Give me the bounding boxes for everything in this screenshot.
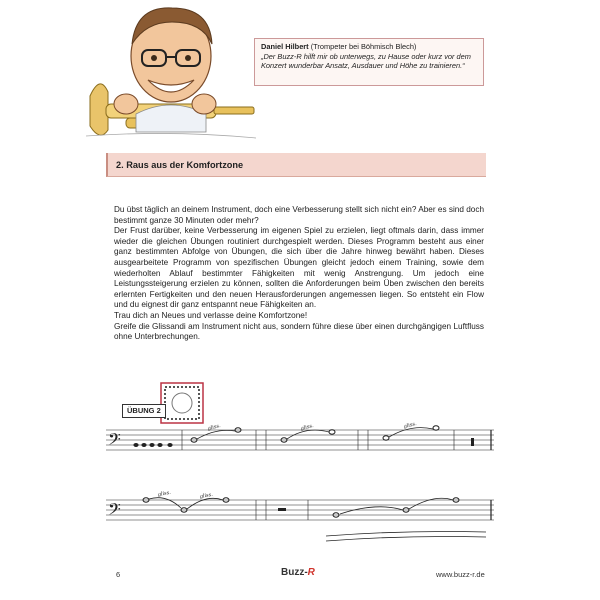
body-paragraph: Greife die Glissandi am Instrument nicht aus, sondern führe diese über einen durchgängigen Luftfluss ohne Unterbrechungen. — [114, 321, 484, 342]
website-url: www.buzz-r.de — [436, 570, 485, 579]
exercise-label: ÜBUNG 2 — [122, 404, 166, 418]
trumpeter-caricature-illustration — [86, 4, 256, 142]
body-text — [114, 205, 484, 343]
staff-2-glissandi — [149, 498, 486, 541]
body-paragraph: Du übst täglich an deinem Instrument, doch eine Verbesserung stellt sich nicht ein? Aber es sind doch bestimmt ganze 30 Minuten oder mehr? — [114, 205, 484, 225]
testimonial-role: (Trompeter bei Böhmisch Blech) — [310, 42, 417, 51]
gliss-label: gliss. — [300, 422, 315, 432]
staff-1 — [106, 430, 494, 450]
body-paragraph: Trau dich an Neues und verlasse deine Komfortzone! — [114, 310, 308, 320]
brand-logo-main: Buzz- — [281, 567, 308, 578]
staff-1-glissandi — [197, 428, 433, 439]
gliss-label: gliss. — [199, 491, 214, 500]
bass-clef: 𝄢 — [108, 499, 121, 523]
page-number: 6 — [116, 570, 121, 579]
bass-clef: 𝄢 — [108, 429, 121, 453]
testimonial-quote: „Der Buzz-R hilft mir ob unterwegs, zu Hause oder kurz vor dem Konzert wunderbar Ansatz, Ausdauer und Höhe zu trainieren.“ — [261, 51, 471, 70]
rest — [278, 508, 286, 511]
section-heading: 2. Raus aus der Komfortzone — [106, 153, 486, 177]
music-staves — [106, 418, 496, 548]
gliss-label: gliss. — [157, 489, 172, 498]
gliss-label: gliss. — [207, 422, 222, 432]
body-paragraph: Der Frust darüber, keine Verbesserung im eigenen Spiel zu erzielen, liegt oftmals darin, dass immer wieder die gleichen Übungen routiniert durchgespielt werden. Dieses Programm besteht aus einer ganz bestimmten Abfolge von Übungen, die sich über die Jahre hinweg bewährt haben. Dieses ausgearbeitete Programm von spezifischen Übungen gleicht jedoch einem Training, sowie dem wiederholten Ablauf bestimmter Fähigkeiten mit wenig Anstrengung. Um jedoch eine Leistungssteigerung erzielen zu können, sollten die Anforderungen beim Üben zwischen den bereits erlernten Fertigkeiten und den neuen Herausforderungen angemessen liegen. So entsteht ein Flow und du eignest dir ganz entspannt neue Fähigkeiten an. — [114, 226, 484, 310]
music-notation — [106, 380, 496, 550]
testimonial-name: Daniel Hilbert — [261, 42, 309, 51]
staff-2 — [106, 500, 494, 520]
testimonial-box — [254, 38, 484, 86]
gliss-label: gliss. — [403, 420, 418, 430]
brand-logo-r: R — [307, 567, 315, 578]
brand-logo — [281, 567, 315, 578]
